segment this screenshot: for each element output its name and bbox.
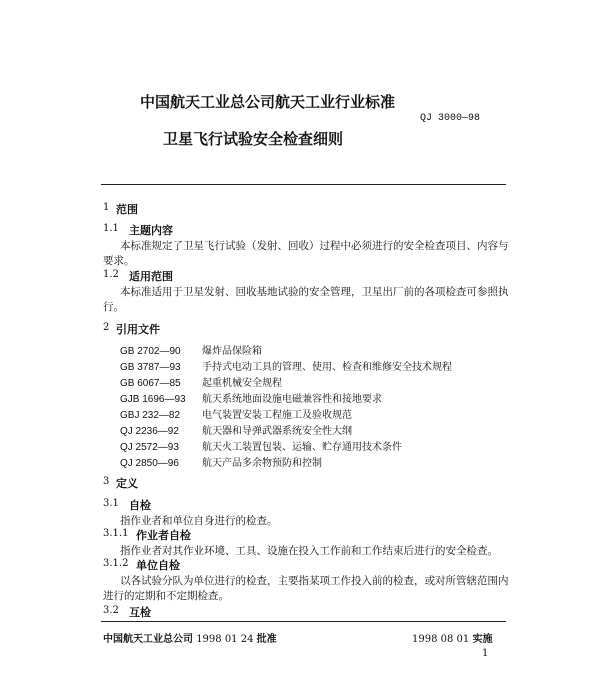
reference-title: 航天系统地面设施电磁兼容性和接地要求 — [202, 394, 382, 405]
section-title: 作业者自检 — [136, 529, 191, 542]
reference-code: QJ 2572—93 — [120, 442, 179, 453]
org-title: 中国航天工业总公司航天工业行业标准 — [140, 93, 396, 111]
footer-org: 中国航天工业总公司 — [103, 634, 193, 645]
issue-label: 批准 — [256, 634, 277, 645]
section-title: 自检 — [129, 499, 151, 512]
reference-item — [120, 374, 282, 389]
reference-code: GB 6067—85 — [120, 378, 181, 389]
section-number: 3.1 — [103, 498, 119, 509]
reference-title: 航天火工装置包装、运输、贮存通用技术条件 — [202, 442, 402, 453]
reference-code: QJ 2236—92 — [120, 426, 179, 437]
reference-title: 航天器和导弹武器系统安全性大纲 — [202, 426, 352, 437]
reference-code: GBJ 232—82 — [120, 410, 181, 421]
section-title: 定义 — [116, 477, 138, 490]
implement-date: 1998 08 01 — [412, 634, 470, 645]
reference-item — [120, 454, 322, 469]
section-title: 主题内容 — [129, 224, 173, 237]
reference-code: GB 2702—90 — [120, 346, 181, 357]
paragraph-line: 本标准适用于卫星发射、回收基地试验的安全管理，卫星出厂前的各项检查可参照执 — [120, 286, 509, 298]
section-title: 范围 — [116, 203, 138, 216]
footer-implement — [412, 630, 492, 645]
reference-title: 电气装置安装工程施工及验收规范 — [202, 410, 352, 421]
paragraph-line: 本标准规定了卫星飞行试验（发射、回收）过程中必须进行的安全检查项目、内容与 — [120, 240, 509, 252]
section-number: 2 — [103, 322, 110, 333]
section-number: 3.1.2 — [103, 558, 129, 569]
header-rule — [101, 184, 506, 185]
reference-title: 爆炸品保险箱 — [202, 346, 262, 357]
issue-date: 1998 01 24 — [196, 634, 254, 645]
section-number: 3.1.1 — [103, 528, 129, 539]
section-number: 1 — [103, 202, 110, 213]
implement-label: 实施 — [472, 634, 493, 645]
paragraph-line: 以各试验分队为单位进行的检查，主要指某项工作投入前的检查，或对所管辖范围内 — [120, 575, 509, 587]
reference-item — [120, 390, 382, 405]
paragraph-line: 指作业者对其作业环境、工具、设施在投入工作前和工作结束后进行的安全检查。 — [120, 545, 498, 557]
paragraph-line: 指作业者和单位自身进行的检查。 — [120, 515, 278, 527]
paragraph-line: 进行的定期和不定期检查。 — [103, 590, 229, 602]
reference-item — [120, 406, 352, 421]
reference-title: 航天产品多余物预防和控制 — [202, 458, 322, 469]
reference-code: GB 3787—93 — [120, 362, 181, 373]
section-title: 引用文件 — [116, 323, 160, 336]
reference-item — [120, 422, 352, 437]
footer-rule — [101, 621, 506, 622]
reference-code: GJB 1696—93 — [120, 394, 186, 405]
standard-number: QJ 3000—98 — [420, 113, 481, 124]
reference-code: QJ 2850—96 — [120, 458, 179, 469]
paragraph-line: 行。 — [103, 301, 124, 313]
reference-item — [120, 342, 262, 357]
page-number: 1 — [482, 648, 489, 659]
section-number: 3 — [103, 476, 110, 487]
reference-title: 起重机械安全规程 — [202, 378, 282, 389]
reference-item — [120, 358, 452, 373]
reference-title: 手持式电动工具的管理、使用、检查和维修安全技术规程 — [202, 362, 452, 373]
footer-issue — [103, 630, 277, 645]
section-number: 1.1 — [103, 223, 119, 234]
reference-item — [120, 438, 402, 453]
section-title: 适用范围 — [129, 270, 173, 283]
document-title: 卫星飞行试验安全检查细则 — [163, 130, 344, 148]
section-title: 单位自检 — [136, 559, 180, 572]
paragraph-line: 要求。 — [103, 255, 135, 267]
section-title: 互检 — [129, 606, 151, 619]
section-number: 3.2 — [103, 605, 119, 616]
section-number: 1.2 — [103, 269, 119, 280]
